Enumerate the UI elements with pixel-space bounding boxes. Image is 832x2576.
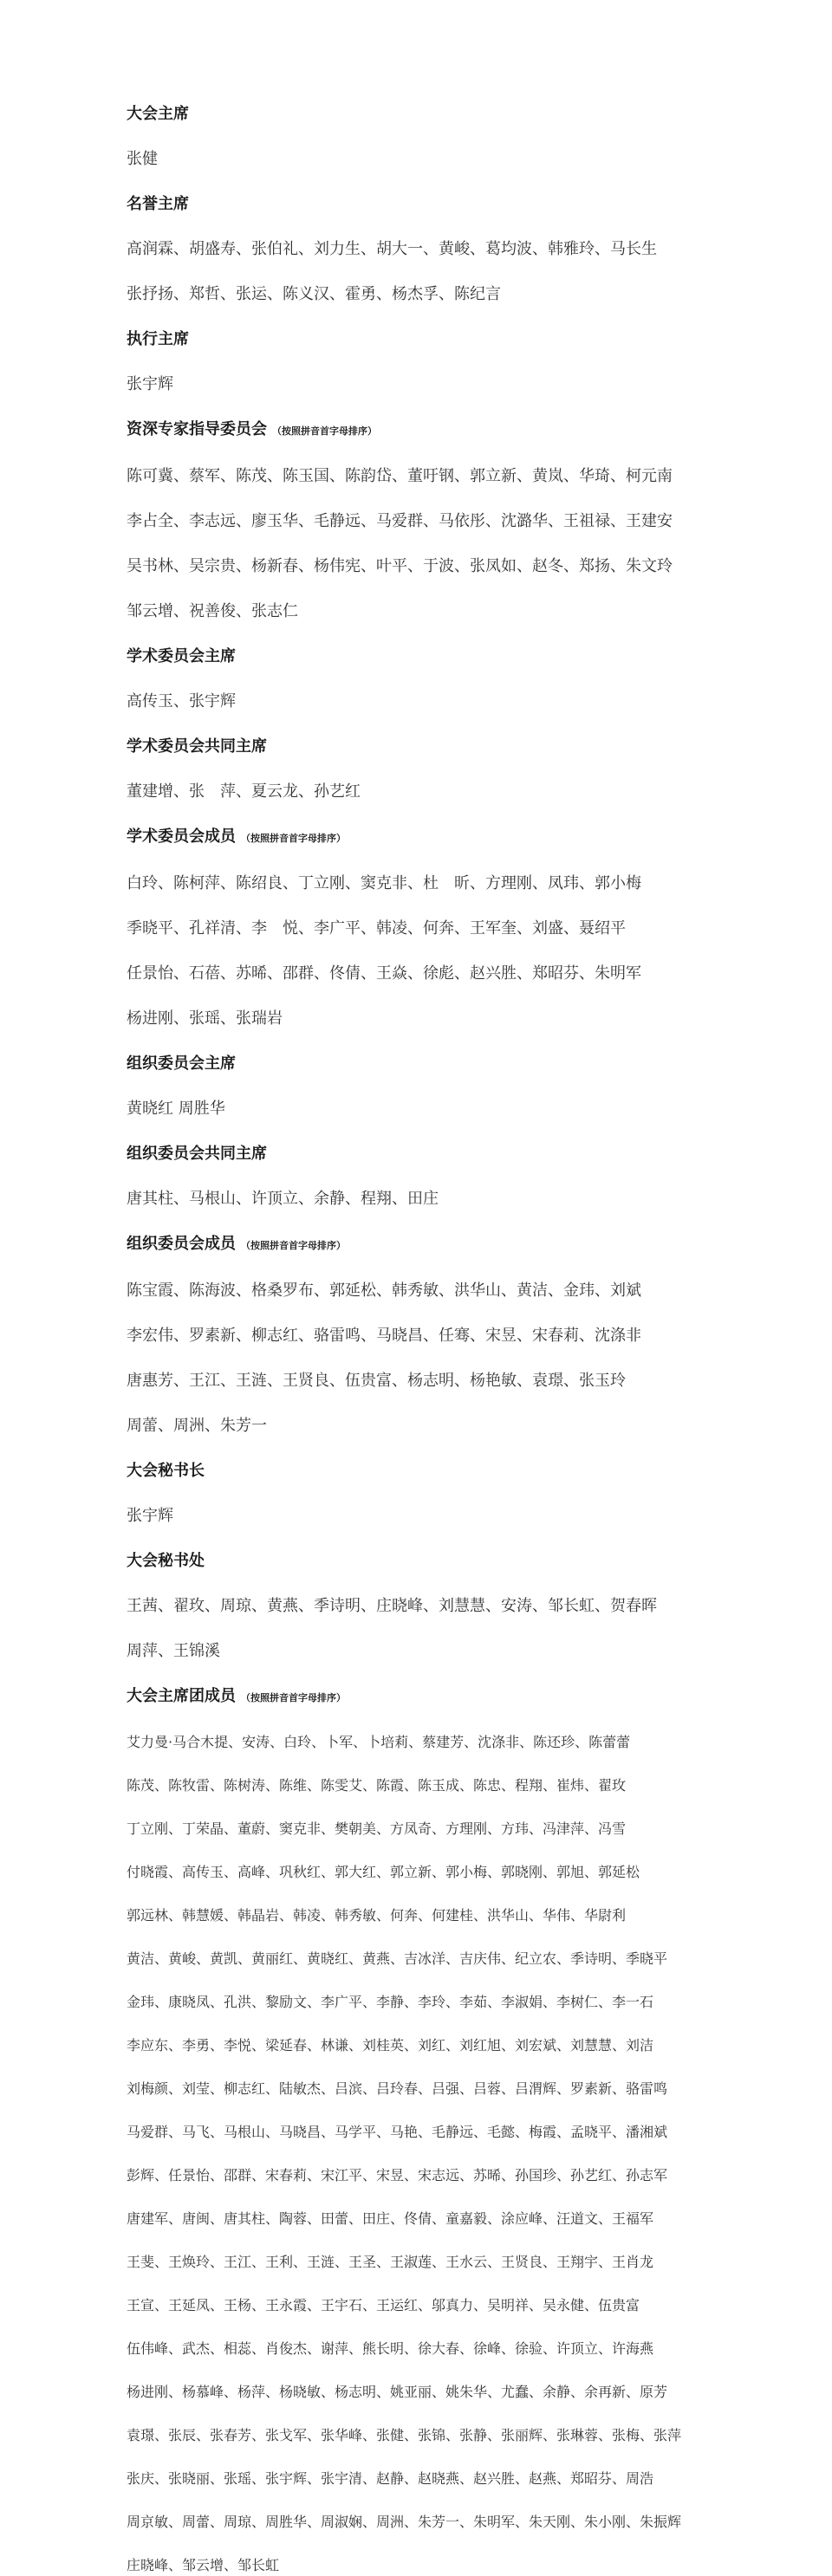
name-list-text: 陈宝霞、陈海波、格桑罗布、郭延松、韩秀敏、洪华山、黄洁、金玮、刘斌 (127, 1282, 641, 1300)
name-list-text: 彭辉、任景怡、邵群、宋春莉、宋江平、宋昱、宋志远、苏晞、孙国珍、孙艺红、孙志军 (127, 2167, 668, 2183)
name-list-line (127, 2383, 832, 2402)
name-list-text: 刘梅颜、刘莹、柳志红、陆敏杰、吕滨、吕玲春、吕强、吕蓉、吕渭辉、罗素新、骆雷鸣 (127, 2080, 668, 2097)
name-list-text: 李应东、李勇、李悦、梁延春、林谦、刘桂英、刘红、刘红旭、刘宏斌、刘慧慧、刘洁 (127, 2037, 654, 2054)
section-heading (127, 419, 832, 442)
name-list-line (127, 1326, 832, 1346)
name-list-text: 张抒扬、郑哲、张运、陈义汉、霍勇、杨杰孚、陈纪言 (127, 285, 501, 303)
name-list-text: 王宣、王延凤、王杨、王永霞、王宇石、王运红、邬真力、吴明祥、吴永健、伍贵富 (127, 2297, 640, 2313)
name-list-line (127, 2036, 832, 2055)
name-list-text: 伍伟峰、武杰、相蕊、肖俊杰、谢萍、熊长明、徐大春、徐峰、徐验、许顶立、许海燕 (127, 2340, 654, 2357)
name-list-line (127, 2296, 832, 2315)
section-heading (127, 1551, 832, 1572)
name-list-text: 张宇辉 (127, 375, 173, 393)
name-list-text: 吴书林、吴宗贵、杨新春、杨伟宪、叶平、于波、张凤如、赵冬、郑扬、朱文玲 (127, 557, 673, 575)
name-list-line (127, 2080, 832, 2099)
name-list-text: 任景怡、石蓓、苏晞、邵群、佟倩、王焱、徐彪、赵兴胜、郑昭芬、朱明军 (127, 964, 641, 983)
name-list-line (127, 1906, 832, 1925)
name-list-line (127, 1820, 832, 1839)
section-heading-text: 组织委员会共同主席 (127, 1145, 267, 1163)
name-list-line (127, 2166, 832, 2185)
name-list-text: 黄洁、黄峻、黄凯、黄丽红、黄晓红、黄燕、吉冰洋、吉庆伟、纪立农、季诗明、季晓平 (127, 1950, 668, 1967)
name-list-line (127, 1993, 832, 2012)
section-heading (127, 104, 832, 125)
name-list-text: 唐建军、唐闽、唐其柱、陶蓉、田蕾、田庄、佟倩、童嘉毅、涂应峰、汪道文、王福军 (127, 2210, 654, 2227)
name-list-line (127, 511, 832, 532)
name-list-text: 张庆、张晓丽、张瑶、张宇辉、张宇清、赵静、赵晓燕、赵兴胜、赵燕、郑昭芬、周浩 (127, 2470, 654, 2487)
section-heading (127, 1144, 832, 1165)
name-list-line (127, 2339, 832, 2359)
name-list-line (127, 1009, 832, 1029)
section-heading-text: 大会主席 (127, 105, 189, 123)
name-list-text: 王茜、翟玫、周琼、黄燕、季诗明、庄晓峰、刘慧慧、安涛、邹长虹、贺春晖 (127, 1597, 657, 1615)
section-heading-text: 名誉主席 (127, 195, 189, 213)
name-list-text: 邹云增、祝善俊、张志仁 (127, 602, 298, 620)
name-list-line (127, 873, 832, 894)
name-list-line (127, 964, 832, 984)
name-list-line (127, 1950, 832, 1969)
name-list-line (127, 1776, 832, 1795)
section-heading-text: 组织委员会成员 (127, 1235, 236, 1253)
name-list-line (127, 1099, 832, 1119)
section-heading (127, 646, 832, 667)
name-list-text: 周京敏、周蕾、周琼、周胜华、周淑娴、周洲、朱芳一、朱明军、朱天刚、朱小刚、朱振辉 (127, 2514, 682, 2530)
name-list-text: 陈茂、陈牧雷、陈树涛、陈维、陈雯艾、陈霞、陈玉成、陈忠、程翔、崔炜、翟玫 (127, 1777, 627, 1794)
name-list-line (127, 2556, 832, 2575)
section-heading-text: 大会秘书处 (127, 1552, 205, 1570)
name-list-text: 马爱群、马飞、马根山、马晓昌、马学平、马艳、毛静远、毛懿、梅霞、孟晓平、潘湘斌 (127, 2124, 668, 2140)
section-heading-text: 学术委员会主席 (127, 647, 236, 665)
name-list-line (127, 1733, 832, 1752)
name-list-line (127, 1506, 832, 1527)
name-list-line (127, 1281, 832, 1301)
name-list-line (127, 1416, 832, 1437)
section-heading-text: 资深专家指导委员会 (127, 420, 267, 438)
name-list-text: 董建增、张 萍、夏云龙、孙艺红 (127, 782, 361, 801)
section-heading (127, 1234, 832, 1256)
name-list-line (127, 691, 832, 712)
sort-note: （按照拼音首字母排序） (241, 833, 346, 844)
name-list-text: 杨进刚、杨慕峰、杨萍、杨晓敏、杨志明、姚亚丽、姚朱华、尤蠢、余静、余再新、原芳 (127, 2384, 668, 2400)
name-list-text: 高传玉、张宇辉 (127, 692, 236, 711)
name-list-text: 李占全、李志远、廖玉华、毛静远、马爱群、马依彤、沈潞华、王祖禄、王建安 (127, 512, 673, 530)
section-heading-text: 执行主席 (127, 330, 189, 348)
name-list-text: 袁璟、张辰、张春芳、张戈军、张华峰、张健、张锦、张静、张丽辉、张琳蓉、张梅、张萍 (127, 2427, 682, 2443)
name-list-text: 唐惠芳、王江、王涟、王贤良、伍贵富、杨志明、杨艳敏、袁璟、张玉玲 (127, 1372, 626, 1390)
name-list-line (127, 2123, 832, 2142)
section-heading-text: 组织委员会主席 (127, 1054, 236, 1073)
name-list-line (127, 2253, 832, 2272)
name-list-line (127, 601, 832, 622)
name-list-text: 唐其柱、马根山、许顶立、余静、程翔、田庄 (127, 1190, 439, 1208)
section-heading (127, 1054, 832, 1074)
name-list-line (127, 1863, 832, 1882)
name-list-line (127, 918, 832, 939)
name-list-text: 庄晓峰、邹云增、邹长虹 (127, 2557, 280, 2573)
name-list-text: 季晓平、孔祥清、李 悦、李广平、韩凌、何奔、王军奎、刘盛、聂绍平 (127, 919, 626, 938)
sort-note: （按照拼音首字母排序） (241, 1692, 346, 1703)
name-list-line (127, 782, 832, 802)
name-list-line (127, 2209, 832, 2229)
name-list-line (127, 1189, 832, 1210)
name-list-line (127, 2426, 832, 2445)
name-list-text: 金玮、康晓凤、孔洪、黎励文、李广平、李静、李玲、李茹、李淑娟、李树仁、李一石 (127, 1994, 654, 2010)
name-list-text: 付晓霞、高传玉、高峰、巩秋红、郭大红、郭立新、郭小梅、郭晓刚、郭旭、郭延松 (127, 1864, 640, 1880)
section-heading-text: 大会秘书长 (127, 1462, 205, 1480)
name-list-text: 高润霖、胡盛寿、张伯礼、刘力生、胡大一、黄峻、葛均波、韩雅玲、马长生 (127, 240, 657, 258)
name-list-text: 黄晓红 周胜华 (127, 1100, 225, 1118)
name-list-text: 张宇辉 (127, 1507, 173, 1525)
name-list-line (127, 556, 832, 577)
name-list-line (127, 2513, 832, 2532)
name-list-line (127, 284, 832, 305)
name-list-text: 周萍、王锦溪 (127, 1642, 220, 1660)
section-heading-text: 大会主席团成员 (127, 1687, 236, 1705)
name-list-text: 李宏伟、罗素新、柳志红、骆雷鸣、马晓昌、任骞、宋昱、宋春莉、沈涤非 (127, 1327, 641, 1345)
name-list-line (127, 2469, 832, 2488)
sort-note: （按照拼音首字母排序） (241, 1240, 346, 1251)
name-list-text: 周蕾、周洲、朱芳一 (127, 1417, 267, 1435)
name-list-text: 丁立刚、丁荣晶、董蔚、窦克非、樊朝美、方凤奇、方理刚、方玮、冯津萍、冯雪 (127, 1820, 627, 1837)
sort-note: （按照拼音首字母排序） (272, 425, 377, 437)
section-heading (127, 1461, 832, 1482)
section-heading (127, 329, 832, 350)
name-list-line (127, 149, 832, 170)
name-list-line (127, 1641, 832, 1662)
name-list-text: 张健 (127, 150, 158, 168)
name-list-text: 郭远林、韩慧媛、韩晶岩、韩凌、韩秀敏、何奔、何建桂、洪华山、华伟、华尉利 (127, 1907, 627, 1924)
section-heading-text: 学术委员会成员 (127, 827, 236, 846)
name-list-line (127, 239, 832, 260)
name-list-text: 陈可冀、蔡军、陈茂、陈玉国、陈韵岱、董吁钢、郭立新、黄岚、华琦、柯元南 (127, 467, 673, 485)
name-list-text: 艾力曼·马合木提、安涛、白玲、卜军、卜培莉、蔡建芳、沈涤非、陈还珍、陈蕾蕾 (127, 1734, 631, 1750)
name-list-line (127, 466, 832, 487)
section-heading (127, 1686, 832, 1709)
section-heading (127, 194, 832, 215)
section-heading-text: 学术委员会共同主席 (127, 737, 267, 756)
name-list-text: 王斐、王焕玲、王江、王利、王涟、王圣、王淑莲、王水云、王贤良、王翔宇、王肖龙 (127, 2254, 654, 2270)
section-heading (127, 827, 832, 849)
name-list-line (127, 1596, 832, 1617)
section-heading (127, 736, 832, 757)
name-list-line (127, 374, 832, 395)
name-list-text: 杨进刚、张瑶、张瑞岩 (127, 1009, 283, 1028)
name-list-text: 白玲、陈柯萍、陈绍良、丁立刚、窦克非、杜 昕、方理刚、凤玮、郭小梅 (127, 874, 641, 892)
name-list-line (127, 1371, 832, 1392)
